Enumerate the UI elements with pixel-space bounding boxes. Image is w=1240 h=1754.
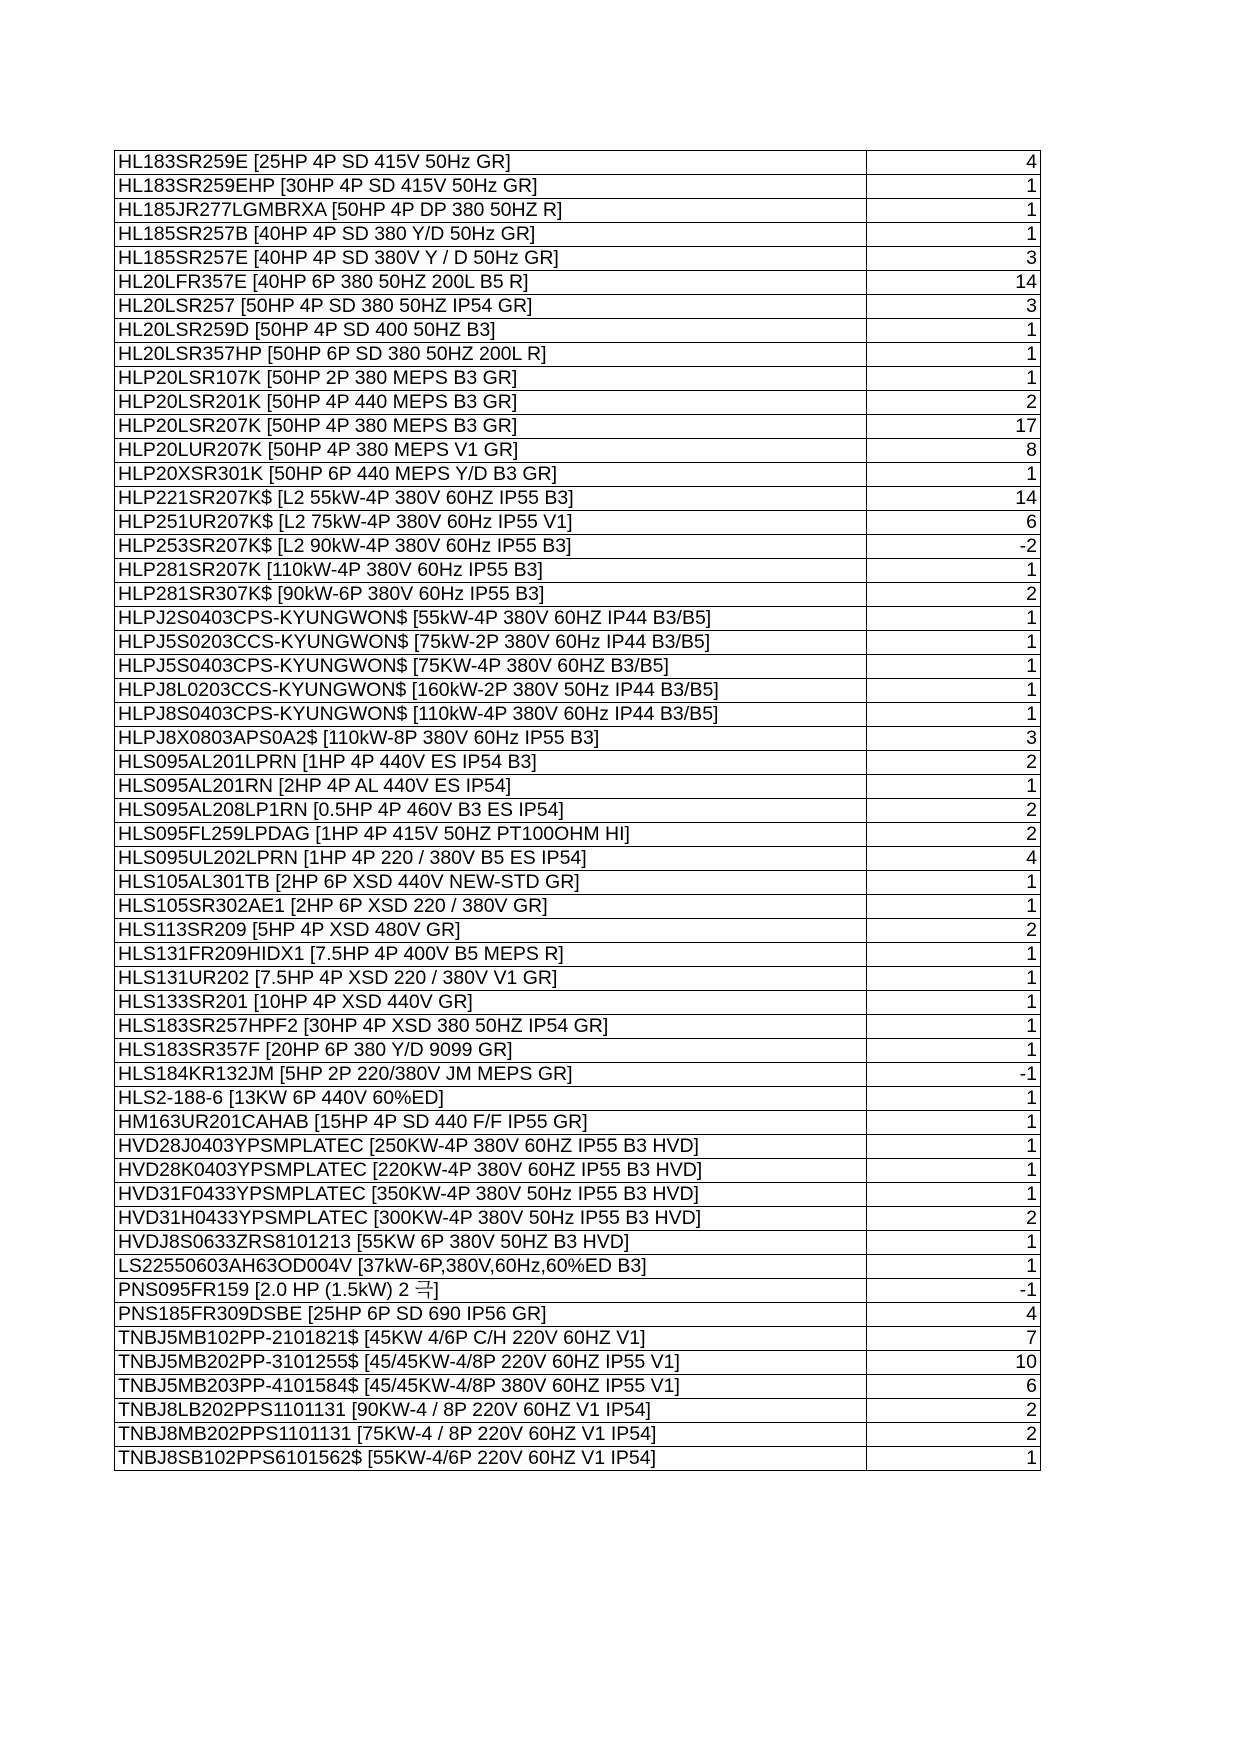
item-description-cell: HLS095FL259LPDAG [1HP 4P 415V 50HZ PT100OHM HI] xyxy=(115,823,867,847)
quantity-cell: 1 xyxy=(867,1015,1041,1039)
item-description-cell: HL185JR277LGMBRXA [50HP 4P DP 380 50HZ R] xyxy=(115,199,867,223)
item-description-cell: HLP20LSR207K [50HP 4P 380 MEPS B3 GR] xyxy=(115,415,867,439)
table-row xyxy=(115,655,1041,679)
quantity-cell: 1 xyxy=(867,1087,1041,1111)
quantity-cell: 3 xyxy=(867,247,1041,271)
item-description-cell: HM163UR201CAHAB [15HP 4P SD 440 F/F IP55 GR] xyxy=(115,1111,867,1135)
item-description-cell: HLS095AL208LP1RN [0.5HP 4P 460V B3 ES IP54] xyxy=(115,799,867,823)
table-row xyxy=(115,1183,1041,1207)
quantity-cell: 3 xyxy=(867,727,1041,751)
item-description-cell: HLS133SR201 [10HP 4P XSD 440V GR] xyxy=(115,991,867,1015)
item-description-cell: HL20LSR259D [50HP 4P SD 400 50HZ B3] xyxy=(115,319,867,343)
item-description-cell: HLS183SR257HPF2 [30HP 4P XSD 380 50HZ IP54 GR] xyxy=(115,1015,867,1039)
table-row xyxy=(115,1159,1041,1183)
quantity-cell: 1 xyxy=(867,223,1041,247)
table-row xyxy=(115,535,1041,559)
table-row xyxy=(115,679,1041,703)
quantity-cell: 1 xyxy=(867,1039,1041,1063)
table-row xyxy=(115,991,1041,1015)
inventory-table-body xyxy=(115,151,1041,1471)
table-row xyxy=(115,1303,1041,1327)
item-description-cell: HLS105AL301TB [2HP 6P XSD 440V NEW-STD GR] xyxy=(115,871,867,895)
table-row xyxy=(115,967,1041,991)
quantity-cell: 4 xyxy=(867,1303,1041,1327)
quantity-cell: 7 xyxy=(867,1327,1041,1351)
item-description-cell: HVD28J0403YPSMPLATEC [250KW-4P 380V 60HZ IP55 B3 HVD] xyxy=(115,1135,867,1159)
quantity-cell: 1 xyxy=(867,319,1041,343)
table-row xyxy=(115,1351,1041,1375)
item-description-cell: HLS184KR132JM [5HP 2P 220/380V JM MEPS GR] xyxy=(115,1063,867,1087)
table-row xyxy=(115,1207,1041,1231)
quantity-cell: 1 xyxy=(867,559,1041,583)
table-row xyxy=(115,463,1041,487)
quantity-cell: 2 xyxy=(867,823,1041,847)
quantity-cell: 2 xyxy=(867,919,1041,943)
table-row xyxy=(115,823,1041,847)
item-description-cell: HL20LSR357HP [50HP 6P SD 380 50HZ 200L R] xyxy=(115,343,867,367)
item-description-cell: HLP281SR307K$ [90kW-6P 380V 60Hz IP55 B3] xyxy=(115,583,867,607)
table-row xyxy=(115,1375,1041,1399)
table-row xyxy=(115,943,1041,967)
quantity-cell: 8 xyxy=(867,439,1041,463)
item-description-cell: HLP281SR207K [110kW-4P 380V 60Hz IP55 B3] xyxy=(115,559,867,583)
table-row xyxy=(115,271,1041,295)
quantity-cell: 17 xyxy=(867,415,1041,439)
item-description-cell: TNBJ8MB202PPS1101131 [75KW-4 / 8P 220V 60HZ V1 IP54] xyxy=(115,1423,867,1447)
quantity-cell: 1 xyxy=(867,343,1041,367)
item-description-cell: HLPJ8X0803APS0A2$ [110kW-8P 380V 60Hz IP55 B3] xyxy=(115,727,867,751)
quantity-cell: -1 xyxy=(867,1063,1041,1087)
item-description-cell: HLS183SR357F [20HP 6P 380 Y/D 9099 GR] xyxy=(115,1039,867,1063)
quantity-cell: 1 xyxy=(867,871,1041,895)
table-row xyxy=(115,847,1041,871)
quantity-cell: 1 xyxy=(867,775,1041,799)
item-description-cell: HLPJ8S0403CPS-KYUNGWON$ [110kW-4P 380V 60Hz IP44 B3/B5] xyxy=(115,703,867,727)
quantity-cell: 1 xyxy=(867,1111,1041,1135)
quantity-cell: 2 xyxy=(867,1207,1041,1231)
item-description-cell: HLPJ5S0203CCS-KYUNGWON$ [75kW-2P 380V 60Hz IP44 B3/B5] xyxy=(115,631,867,655)
item-description-cell: HL185SR257E [40HP 4P SD 380V Y / D 50Hz GR] xyxy=(115,247,867,271)
item-description-cell: HVD28K0403YPSMPLATEC [220KW-4P 380V 60HZ IP55 B3 HVD] xyxy=(115,1159,867,1183)
quantity-cell: 4 xyxy=(867,847,1041,871)
item-description-cell: HLS2-188-6 [13KW 6P 440V 60%ED] xyxy=(115,1087,867,1111)
quantity-cell: 1 xyxy=(867,463,1041,487)
table-row xyxy=(115,1423,1041,1447)
item-description-cell: TNBJ5MB102PP-2101821$ [45KW 4/6P C/H 220V 60HZ V1] xyxy=(115,1327,867,1351)
quantity-cell: 1 xyxy=(867,679,1041,703)
quantity-cell: 1 xyxy=(867,367,1041,391)
table-row xyxy=(115,223,1041,247)
table-row xyxy=(115,1447,1041,1471)
table-row xyxy=(115,319,1041,343)
table-row xyxy=(115,1039,1041,1063)
item-description-cell: HLP20XSR301K [50HP 6P 440 MEPS Y/D B3 GR] xyxy=(115,463,867,487)
quantity-cell: 1 xyxy=(867,703,1041,727)
quantity-cell: 2 xyxy=(867,1423,1041,1447)
table-row xyxy=(115,175,1041,199)
table-row xyxy=(115,439,1041,463)
quantity-cell: 1 xyxy=(867,1135,1041,1159)
table-row xyxy=(115,751,1041,775)
table-row xyxy=(115,559,1041,583)
quantity-cell: 3 xyxy=(867,295,1041,319)
item-description-cell: TNBJ5MB203PP-4101584$ [45/45KW-4/8P 380V 60HZ IP55 V1] xyxy=(115,1375,867,1399)
item-description-cell: LS22550603AH63OD004V [37kW-6P,380V,60Hz,60%ED B3] xyxy=(115,1255,867,1279)
item-description-cell: TNBJ8SB102PPS6101562$ [55KW-4/6P 220V 60HZ V1 IP54] xyxy=(115,1447,867,1471)
table-row xyxy=(115,871,1041,895)
item-description-cell: HVD31H0433YPSMPLATEC [300KW-4P 380V 50Hz IP55 B3 HVD] xyxy=(115,1207,867,1231)
quantity-cell: 2 xyxy=(867,391,1041,415)
item-description-cell: HLS095AL201LPRN [1HP 4P 440V ES IP54 B3] xyxy=(115,751,867,775)
table-row xyxy=(115,295,1041,319)
quantity-cell: 2 xyxy=(867,799,1041,823)
quantity-cell: 4 xyxy=(867,151,1041,175)
table-row xyxy=(115,775,1041,799)
table-row xyxy=(115,487,1041,511)
item-description-cell: HLS095AL201RN [2HP 4P AL 440V ES IP54] xyxy=(115,775,867,799)
item-description-cell: TNBJ5MB202PP-3101255$ [45/45KW-4/8P 220V 60HZ IP55 V1] xyxy=(115,1351,867,1375)
item-description-cell: HLS095UL202LPRN [1HP 4P 220 / 380V B5 ES IP54] xyxy=(115,847,867,871)
item-description-cell: HLP253SR207K$ [L2 90kW-4P 380V 60Hz IP55 B3] xyxy=(115,535,867,559)
item-description-cell: HL20LFR357E [40HP 6P 380 50HZ 200L B5 R] xyxy=(115,271,867,295)
table-row xyxy=(115,511,1041,535)
table-row xyxy=(115,415,1041,439)
quantity-cell: 1 xyxy=(867,967,1041,991)
item-description-cell: HLPJ2S0403CPS-KYUNGWON$ [55kW-4P 380V 60HZ IP44 B3/B5] xyxy=(115,607,867,631)
table-row xyxy=(115,1399,1041,1423)
table-row xyxy=(115,1063,1041,1087)
quantity-cell: 1 xyxy=(867,991,1041,1015)
quantity-cell: 1 xyxy=(867,1447,1041,1471)
item-description-cell: HLS131UR202 [7.5HP 4P XSD 220 / 380V V1 GR] xyxy=(115,967,867,991)
table-row xyxy=(115,343,1041,367)
item-description-cell: HL183SR259E [25HP 4P SD 415V 50Hz GR] xyxy=(115,151,867,175)
table-row xyxy=(115,799,1041,823)
quantity-cell: 10 xyxy=(867,1351,1041,1375)
quantity-cell: 6 xyxy=(867,1375,1041,1399)
table-row xyxy=(115,583,1041,607)
item-description-cell: HL185SR257B [40HP 4P SD 380 Y/D 50Hz GR] xyxy=(115,223,867,247)
table-row xyxy=(115,727,1041,751)
table-row xyxy=(115,247,1041,271)
table-row xyxy=(115,151,1041,175)
item-description-cell: HLPJ8L0203CCS-KYUNGWON$ [160kW-2P 380V 50Hz IP44 B3/B5] xyxy=(115,679,867,703)
quantity-cell: 2 xyxy=(867,583,1041,607)
quantity-cell: -1 xyxy=(867,1279,1041,1303)
table-row xyxy=(115,703,1041,727)
table-row xyxy=(115,1255,1041,1279)
quantity-cell: 1 xyxy=(867,655,1041,679)
item-description-cell: HLPJ5S0403CPS-KYUNGWON$ [75KW-4P 380V 60HZ B3/B5] xyxy=(115,655,867,679)
table-row xyxy=(115,367,1041,391)
quantity-cell: 1 xyxy=(867,895,1041,919)
item-description-cell: PNS095FR159 [2.0 HP (1.5kW) 2 극] xyxy=(115,1279,867,1303)
item-description-cell: HLP221SR207K$ [L2 55kW-4P 380V 60HZ IP55 B3] xyxy=(115,487,867,511)
item-description-cell: HLP20LUR207K [50HP 4P 380 MEPS V1 GR] xyxy=(115,439,867,463)
item-description-cell: HLP251UR207K$ [L2 75kW-4P 380V 60Hz IP55 V1] xyxy=(115,511,867,535)
item-description-cell: HLS105SR302AE1 [2HP 6P XSD 220 / 380V GR] xyxy=(115,895,867,919)
table-row xyxy=(115,1231,1041,1255)
quantity-cell: 1 xyxy=(867,631,1041,655)
quantity-cell: -2 xyxy=(867,535,1041,559)
quantity-cell: 14 xyxy=(867,271,1041,295)
quantity-cell: 1 xyxy=(867,1231,1041,1255)
table-row xyxy=(115,607,1041,631)
item-description-cell: HL183SR259EHP [30HP 4P SD 415V 50Hz GR] xyxy=(115,175,867,199)
table-row xyxy=(115,919,1041,943)
item-description-cell: PNS185FR309DSBE [25HP 6P SD 690 IP56 GR] xyxy=(115,1303,867,1327)
quantity-cell: 1 xyxy=(867,1159,1041,1183)
table-row xyxy=(115,199,1041,223)
table-row xyxy=(115,1327,1041,1351)
quantity-cell: 1 xyxy=(867,943,1041,967)
item-description-cell: HVDJ8S0633ZRS8101213 [55KW 6P 380V 50HZ B3 HVD] xyxy=(115,1231,867,1255)
item-description-cell: HLP20LSR107K [50HP 2P 380 MEPS B3 GR] xyxy=(115,367,867,391)
table-row xyxy=(115,895,1041,919)
item-description-cell: HVD31F0433YPSMPLATEC [350KW-4P 380V 50Hz IP55 B3 HVD] xyxy=(115,1183,867,1207)
quantity-cell: 1 xyxy=(867,199,1041,223)
quantity-cell: 1 xyxy=(867,1183,1041,1207)
table-row xyxy=(115,391,1041,415)
table-row xyxy=(115,1135,1041,1159)
table-row xyxy=(115,1111,1041,1135)
item-description-cell: HLS131FR209HIDX1 [7.5HP 4P 400V B5 MEPS R] xyxy=(115,943,867,967)
quantity-cell: 2 xyxy=(867,751,1041,775)
quantity-cell: 6 xyxy=(867,511,1041,535)
table-row xyxy=(115,631,1041,655)
table-row xyxy=(115,1279,1041,1303)
table-row xyxy=(115,1087,1041,1111)
item-description-cell: TNBJ8LB202PPS1101131 [90KW-4 / 8P 220V 60HZ V1 IP54] xyxy=(115,1399,867,1423)
item-description-cell: HL20LSR257 [50HP 4P SD 380 50HZ IP54 GR] xyxy=(115,295,867,319)
table-row xyxy=(115,1015,1041,1039)
inventory-table xyxy=(114,150,1041,1471)
item-description-cell: HLS113SR209 [5HP 4P XSD 480V GR] xyxy=(115,919,867,943)
quantity-cell: 14 xyxy=(867,487,1041,511)
quantity-cell: 1 xyxy=(867,175,1041,199)
quantity-cell: 2 xyxy=(867,1399,1041,1423)
quantity-cell: 1 xyxy=(867,607,1041,631)
item-description-cell: HLP20LSR201K [50HP 4P 440 MEPS B3 GR] xyxy=(115,391,867,415)
quantity-cell: 1 xyxy=(867,1255,1041,1279)
